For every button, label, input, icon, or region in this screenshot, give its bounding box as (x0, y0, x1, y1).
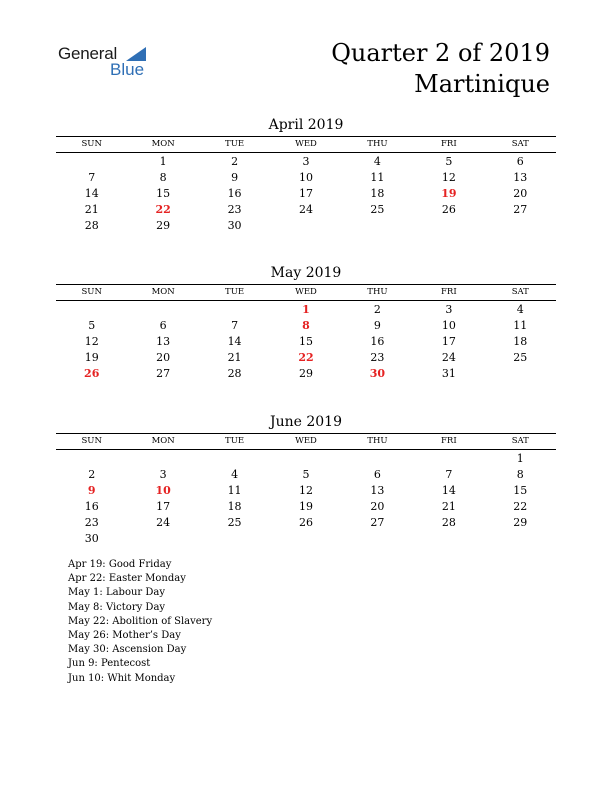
day-cell: 25 (227, 516, 242, 529)
day-cell: 1 (159, 155, 167, 168)
day-cell: 4 (231, 468, 239, 481)
day-cell: 18 (370, 187, 385, 200)
day-cell: 4 (373, 155, 381, 168)
day-cell: 9 (231, 171, 239, 184)
holiday-list-item: Apr 22: Easter Monday (68, 573, 186, 585)
day-grid (56, 300, 556, 382)
day-cell: 7 (231, 319, 239, 332)
day-cell: 8 (516, 468, 524, 481)
day-cell: 10 (298, 171, 313, 184)
day-cell: 28 (84, 219, 99, 232)
day-cell: 27 (156, 367, 171, 380)
weekday-label: THU (367, 287, 388, 297)
day-cell: 23 (227, 203, 242, 216)
day-cell: 2 (373, 303, 381, 316)
day-cell: 16 (84, 500, 99, 513)
weekday-label: SUN (81, 287, 102, 297)
day-cell: 17 (156, 500, 171, 513)
day-cell: 22 (513, 500, 528, 513)
holiday-list-item: Jun 9: Pentecost (68, 658, 151, 670)
day-cell: 31 (441, 367, 456, 380)
title-country: Martinique (414, 70, 550, 98)
title-quarter: Quarter 2 of 2019 (331, 39, 550, 67)
day-cell: 6 (373, 468, 381, 481)
day-cell: 25 (370, 203, 385, 216)
holiday-day-cell: 26 (84, 367, 100, 380)
day-cell: 4 (516, 303, 524, 316)
day-cell: 30 (84, 532, 99, 545)
holiday-day-cell: 22 (155, 203, 171, 216)
logo-general-text: General (58, 44, 118, 63)
day-cell: 3 (445, 303, 453, 316)
holiday-day-cell: 22 (298, 351, 314, 364)
holiday-day-cell: 19 (441, 187, 457, 200)
day-cell: 6 (159, 319, 167, 332)
weekday-label: WED (295, 139, 317, 149)
day-cell: 18 (227, 500, 242, 513)
day-cell: 25 (513, 351, 528, 364)
day-cell: 29 (298, 367, 313, 380)
weekday-header (56, 433, 556, 449)
month-title: June 2019 (269, 414, 342, 430)
day-cell: 24 (441, 351, 456, 364)
weekday-label: SAT (511, 139, 529, 149)
day-cell: 5 (302, 468, 310, 481)
day-cell: 21 (84, 203, 99, 216)
day-cell: 5 (88, 319, 96, 332)
month-may (56, 264, 556, 382)
day-cell: 24 (298, 203, 313, 216)
empty-day-cell (56, 154, 127, 170)
day-cell: 11 (513, 319, 528, 332)
holiday-list-item: Jun 10: Whit Monday (68, 672, 176, 684)
day-cell: 20 (156, 351, 171, 364)
empty-day-cell (127, 302, 198, 318)
weekday-label: SAT (511, 287, 529, 297)
day-cell: 10 (441, 319, 456, 332)
empty-day-cell (270, 451, 341, 467)
day-cell: 28 (441, 516, 456, 529)
day-cell: 12 (441, 171, 456, 184)
day-cell: 19 (298, 500, 313, 513)
day-cell: 5 (445, 155, 453, 168)
day-cell: 20 (370, 500, 385, 513)
day-cell: 24 (156, 516, 171, 529)
weekday-label: TUE (225, 287, 245, 297)
day-cell: 23 (370, 351, 385, 364)
day-cell: 28 (227, 367, 242, 380)
weekday-label: WED (295, 436, 317, 446)
month-april (56, 116, 556, 234)
weekday-label: FRI (441, 436, 457, 446)
holiday-list-item: Apr 19: Good Friday (68, 559, 172, 570)
holiday-list-item: May 30: Ascension Day (68, 644, 187, 656)
empty-day-cell (127, 451, 198, 467)
day-cell: 13 (513, 171, 528, 184)
month-title: May 2019 (270, 265, 342, 281)
weekday-label: THU (367, 436, 388, 446)
day-cell: 17 (441, 335, 456, 348)
day-cell: 17 (298, 187, 313, 200)
empty-day-cell (413, 451, 484, 467)
holiday-day-cell: 10 (155, 484, 171, 497)
weekday-label: SUN (81, 139, 102, 149)
day-grid (56, 449, 556, 547)
day-cell: 27 (513, 203, 528, 216)
day-cell: 29 (156, 219, 171, 232)
day-cell: 30 (227, 219, 242, 232)
weekday-label: FRI (441, 287, 457, 297)
empty-day-cell (342, 451, 413, 467)
weekday-label: MON (151, 139, 175, 149)
day-cell: 11 (370, 171, 385, 184)
day-cell: 15 (513, 484, 528, 497)
day-cell: 19 (84, 351, 99, 364)
day-cell: 13 (370, 484, 385, 497)
holiday-list-item: May 8: Victory Day (68, 601, 166, 613)
day-cell: 7 (88, 171, 96, 184)
day-cell: 2 (88, 468, 96, 481)
weekday-label: TUE (225, 139, 245, 149)
day-cell: 20 (513, 187, 528, 200)
empty-day-cell (199, 451, 270, 467)
day-cell: 14 (84, 187, 99, 200)
holiday-list (68, 558, 212, 686)
day-cell: 9 (373, 319, 381, 332)
day-cell: 15 (156, 187, 171, 200)
logo (58, 44, 158, 84)
logo-triangle-icon (126, 47, 146, 61)
day-cell: 18 (513, 335, 528, 348)
day-cell: 26 (441, 203, 456, 216)
month-title: April 2019 (268, 117, 344, 133)
month-june (56, 413, 556, 547)
day-cell: 3 (159, 468, 167, 481)
empty-day-cell (56, 451, 127, 467)
day-cell: 8 (159, 171, 167, 184)
page-title (331, 38, 550, 100)
day-cell: 16 (370, 335, 385, 348)
weekday-label: SAT (511, 436, 529, 446)
logo-blue-text: Blue (110, 60, 145, 79)
weekday-label: FRI (441, 139, 457, 149)
day-cell: 27 (370, 516, 385, 529)
day-cell: 2 (231, 155, 239, 168)
day-grid (56, 152, 556, 234)
day-cell: 26 (298, 516, 313, 529)
weekday-label: TUE (225, 436, 245, 446)
empty-day-cell (56, 302, 127, 318)
day-cell: 1 (516, 452, 524, 465)
day-cell: 23 (84, 516, 99, 529)
weekday-label: MON (151, 287, 175, 297)
holiday-day-cell: 1 (302, 303, 310, 316)
day-cell: 12 (84, 335, 99, 348)
day-cell: 14 (227, 335, 242, 348)
weekday-label: MON (151, 436, 175, 446)
day-cell: 14 (441, 484, 456, 497)
day-cell: 6 (516, 155, 524, 168)
empty-day-cell (199, 302, 270, 318)
day-cell: 16 (227, 187, 242, 200)
weekday-header (56, 136, 556, 152)
weekday-label: THU (367, 139, 388, 149)
weekday-label: WED (295, 287, 317, 297)
weekday-label: SUN (81, 436, 102, 446)
day-cell: 7 (445, 468, 453, 481)
day-cell: 29 (513, 516, 528, 529)
holiday-list-item: May 26: Mother’s Day (68, 630, 181, 642)
day-cell: 11 (227, 484, 242, 497)
day-cell: 3 (302, 155, 310, 168)
holiday-day-cell: 30 (369, 367, 386, 380)
holiday-list-item: May 1: Labour Day (68, 587, 165, 599)
day-cell: 15 (298, 335, 313, 348)
day-cell: 21 (441, 500, 456, 513)
holiday-list-item: May 22: Abolition of Slavery (68, 615, 213, 627)
weekday-header (56, 284, 556, 300)
day-cell: 13 (156, 335, 171, 348)
holiday-day-cell: 8 (302, 319, 310, 332)
day-cell: 12 (298, 484, 313, 497)
day-cell: 21 (227, 351, 242, 364)
holiday-day-cell: 9 (87, 484, 96, 497)
